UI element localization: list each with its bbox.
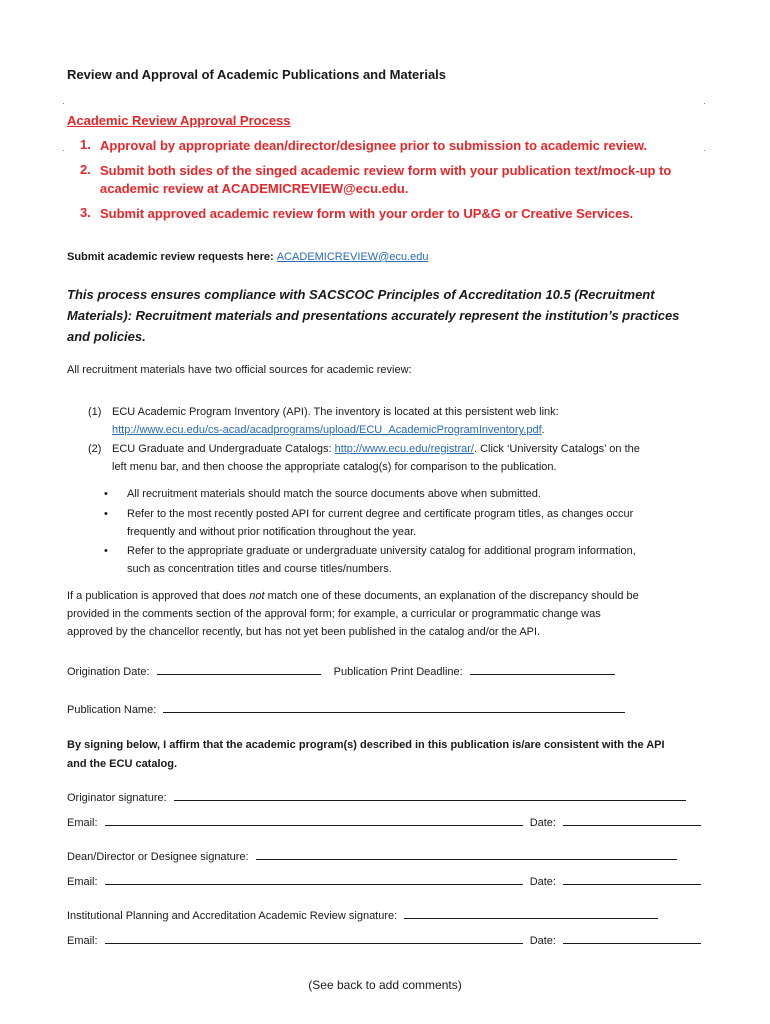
source-text [112, 440, 640, 458]
step-number: 3. [80, 205, 91, 220]
discrepancy-line: approved by the chancellor recently, but has not yet been published in the catalog and/or the API. [67, 626, 541, 638]
publication-name-row [67, 701, 625, 719]
date-label: Date: [529, 817, 556, 829]
dean-signature-row [67, 848, 677, 866]
compliance-statement [67, 284, 679, 347]
discrepancy-paragraph [67, 587, 639, 641]
email-label: Email: [67, 935, 98, 947]
originator-signature-field[interactable] [174, 789, 686, 801]
date-label: Date: [529, 935, 556, 947]
ipa-signature-row [67, 907, 658, 925]
affirmation-statement [67, 736, 665, 774]
emphasis: not [249, 590, 265, 602]
source-text-continued: left menu bar, and then choose the appropriate catalog(s) for comparison to the publication. [112, 461, 557, 473]
dean-signature-field[interactable] [256, 848, 677, 860]
punctuation: . [541, 424, 545, 436]
scan-dot [63, 150, 64, 151]
dean-date-field[interactable] [563, 873, 701, 885]
document-title: Review and Approval of Academic Publications and Materials [67, 67, 447, 82]
bullet-icon: • [104, 545, 108, 557]
compliance-line: Materials): Recruitment materials and presentations accurately represent the institution’s practices [67, 308, 680, 323]
compliance-line: and policies. [67, 329, 146, 344]
sources-intro: All recruitment materials have two official sources for academic review: [67, 364, 412, 376]
print-deadline-field[interactable] [470, 663, 615, 675]
source-text-post: . Click ‘University Catalogs’ on the [473, 443, 640, 455]
publication-name-label: Publication Name: [67, 704, 157, 716]
origination-date-row [67, 663, 615, 681]
originator-signature-row [67, 789, 686, 807]
scan-dot [63, 103, 64, 104]
step-text: Approval by appropriate dean/director/designee prior to submission to academic review. [100, 138, 648, 153]
step-text: Submit approved academic review form with your order to UP&G or Creative Services. [100, 206, 634, 221]
section-heading: Academic Review Approval Process [67, 113, 291, 128]
bullet-text: All recruitment materials should match the source documents above when submitted. [127, 488, 541, 500]
api-inventory-link[interactable]: http://www.ecu.edu/cs-acad/acadprograms/upload/ECU_AcademicProgramInventory.pdf [112, 424, 542, 436]
email-label: Email: [67, 817, 98, 829]
source-number: (1) [88, 406, 102, 418]
academic-review-email-link[interactable]: ACADEMICREVIEW@ecu.edu [276, 251, 429, 263]
ipa-signature-field[interactable] [404, 907, 658, 919]
bullet-icon: • [104, 488, 108, 500]
ipa-date-field[interactable] [563, 932, 701, 944]
scan-dot [704, 150, 705, 151]
text-run: match one of these documents, an explanation of the discrepancy should be [264, 590, 639, 602]
step-number: 1. [80, 137, 91, 152]
email-label: Email: [67, 876, 98, 888]
bullet-text-continued: frequently and without prior notification throughout the year. [127, 526, 417, 538]
bullet-icon: • [104, 508, 108, 520]
origination-date-label: Origination Date: [67, 666, 150, 678]
dean-signature-label: Dean/Director or Designee signature: [67, 851, 249, 863]
affirmation-line: By signing below, I affirm that the academic program(s) described in this publication is/are consistent with the API [67, 739, 665, 751]
text-run: If a publication is approved that does [67, 590, 250, 602]
affirmation-line: and the ECU catalog. [67, 758, 178, 770]
api-link-line [112, 421, 545, 439]
origination-date-field[interactable] [157, 663, 321, 675]
publication-name-field[interactable] [163, 701, 625, 713]
source-number: (2) [88, 443, 102, 455]
dean-email-row [67, 873, 701, 891]
print-deadline-label: Publication Print Deadline: [333, 666, 463, 678]
source-text-pre: ECU Graduate and Undergraduate Catalogs: [112, 443, 335, 455]
source-text: ECU Academic Program Inventory (API). The inventory is located at this persistent web link: [112, 406, 559, 418]
submit-label: Submit academic review requests here: [67, 251, 274, 263]
ipa-email-row [67, 932, 701, 950]
discrepancy-line [67, 587, 639, 605]
dean-email-field[interactable] [105, 873, 523, 885]
compliance-line: This process ensures compliance with SACSCOC Principles of Accreditation 10.5 (Recruitment [67, 287, 655, 302]
step-number: 2. [80, 162, 91, 177]
ipa-email-field[interactable] [105, 932, 523, 944]
originator-date-field[interactable] [563, 814, 701, 826]
originator-email-field[interactable] [105, 814, 523, 826]
registrar-link[interactable]: http://www.ecu.edu/registrar/ [334, 443, 474, 455]
scan-dot [704, 103, 705, 104]
discrepancy-line: provided in the comments section of the approval form; for example, a curricular or programmatic change was [67, 608, 601, 620]
step-text-continued: academic review at ACADEMICREVIEW@ecu.edu. [100, 181, 409, 196]
footer-note: (See back to add comments) [308, 978, 462, 992]
date-label: Date: [529, 876, 556, 888]
originator-signature-label: Originator signature: [67, 792, 167, 804]
step-text: Submit both sides of the singed academic review form with your publication text/mock-up to [100, 163, 672, 178]
originator-email-row [67, 814, 701, 832]
bullet-text-continued: such as concentration titles and course titles/numbers. [127, 563, 392, 575]
ipa-signature-label: Institutional Planning and Accreditation Academic Review signature: [67, 910, 398, 922]
bullet-text: Refer to the appropriate graduate or undergraduate university catalog for additional program information, [127, 545, 636, 557]
submit-requests-line [67, 251, 428, 263]
bullet-text: Refer to the most recently posted API for current degree and certificate program titles, as changes occur [127, 508, 634, 520]
